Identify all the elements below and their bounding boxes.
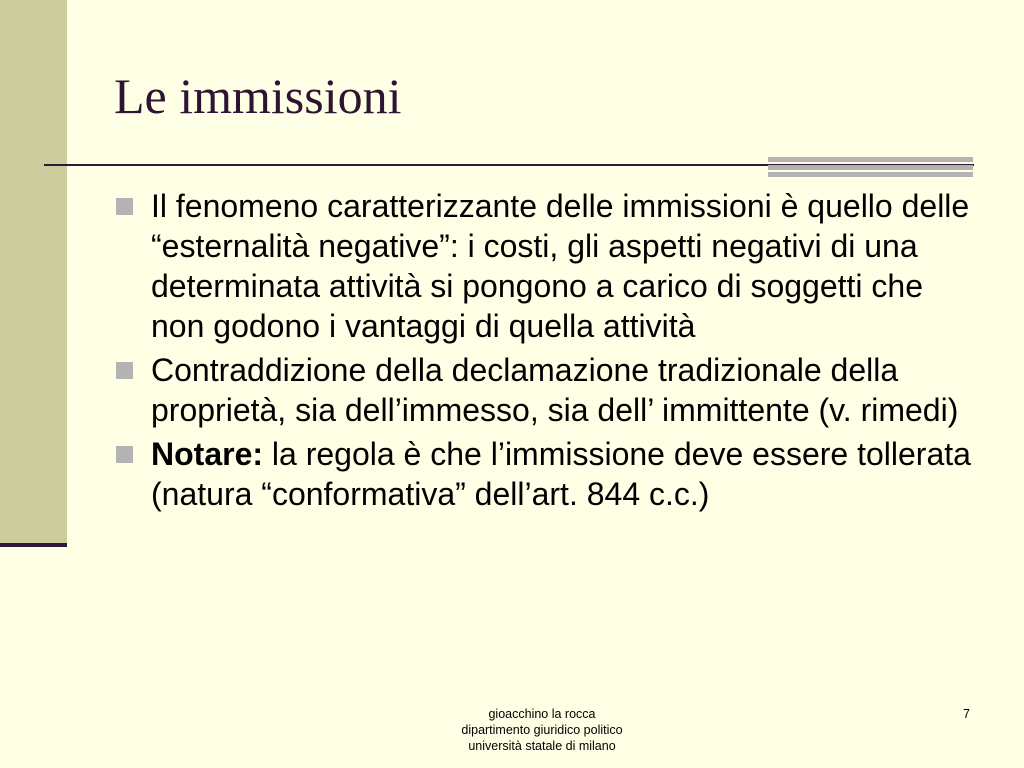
square-bullet-icon (116, 446, 133, 463)
page-number: 7 (963, 707, 970, 721)
bullet-text: Contraddizione della declamazione tradizionale della proprietà, sia dell’immesso, sia dell’ immittente (v. rimedi) (151, 352, 959, 428)
bullet-text: Il fenomeno caratterizzante delle immissioni è quello delle “esternalità negative”: i costi, gli aspetti negativi di una determinata attività si pongono a carico di soggetti che non godono i vantaggi di quella attività (151, 188, 970, 344)
bullet-item (116, 350, 976, 430)
bullet-list (116, 186, 976, 518)
divider-stripe (768, 172, 973, 177)
slide-footer (412, 706, 672, 754)
left-decorative-band (0, 0, 67, 545)
left-band-underline (0, 543, 67, 547)
bullet-item (116, 186, 976, 346)
footer-author: gioacchino la rocca (488, 707, 596, 721)
bullet-bold-prefix: Notare: (151, 436, 264, 472)
footer-department: dipartimento giuridico politico (461, 723, 623, 737)
divider-stripe (768, 157, 973, 162)
square-bullet-icon (116, 362, 133, 379)
bullet-item (116, 434, 976, 514)
slide-title: Le immissioni (114, 68, 402, 124)
divider-stripes (768, 157, 973, 177)
square-bullet-icon (116, 198, 133, 215)
divider-stripe (768, 165, 973, 170)
bullet-text: la regola è che l’immissione deve essere tollerata (natura “conformativa” dell’art. 844 c.c.) (151, 436, 971, 512)
footer-university: università statale di milano (468, 739, 616, 753)
